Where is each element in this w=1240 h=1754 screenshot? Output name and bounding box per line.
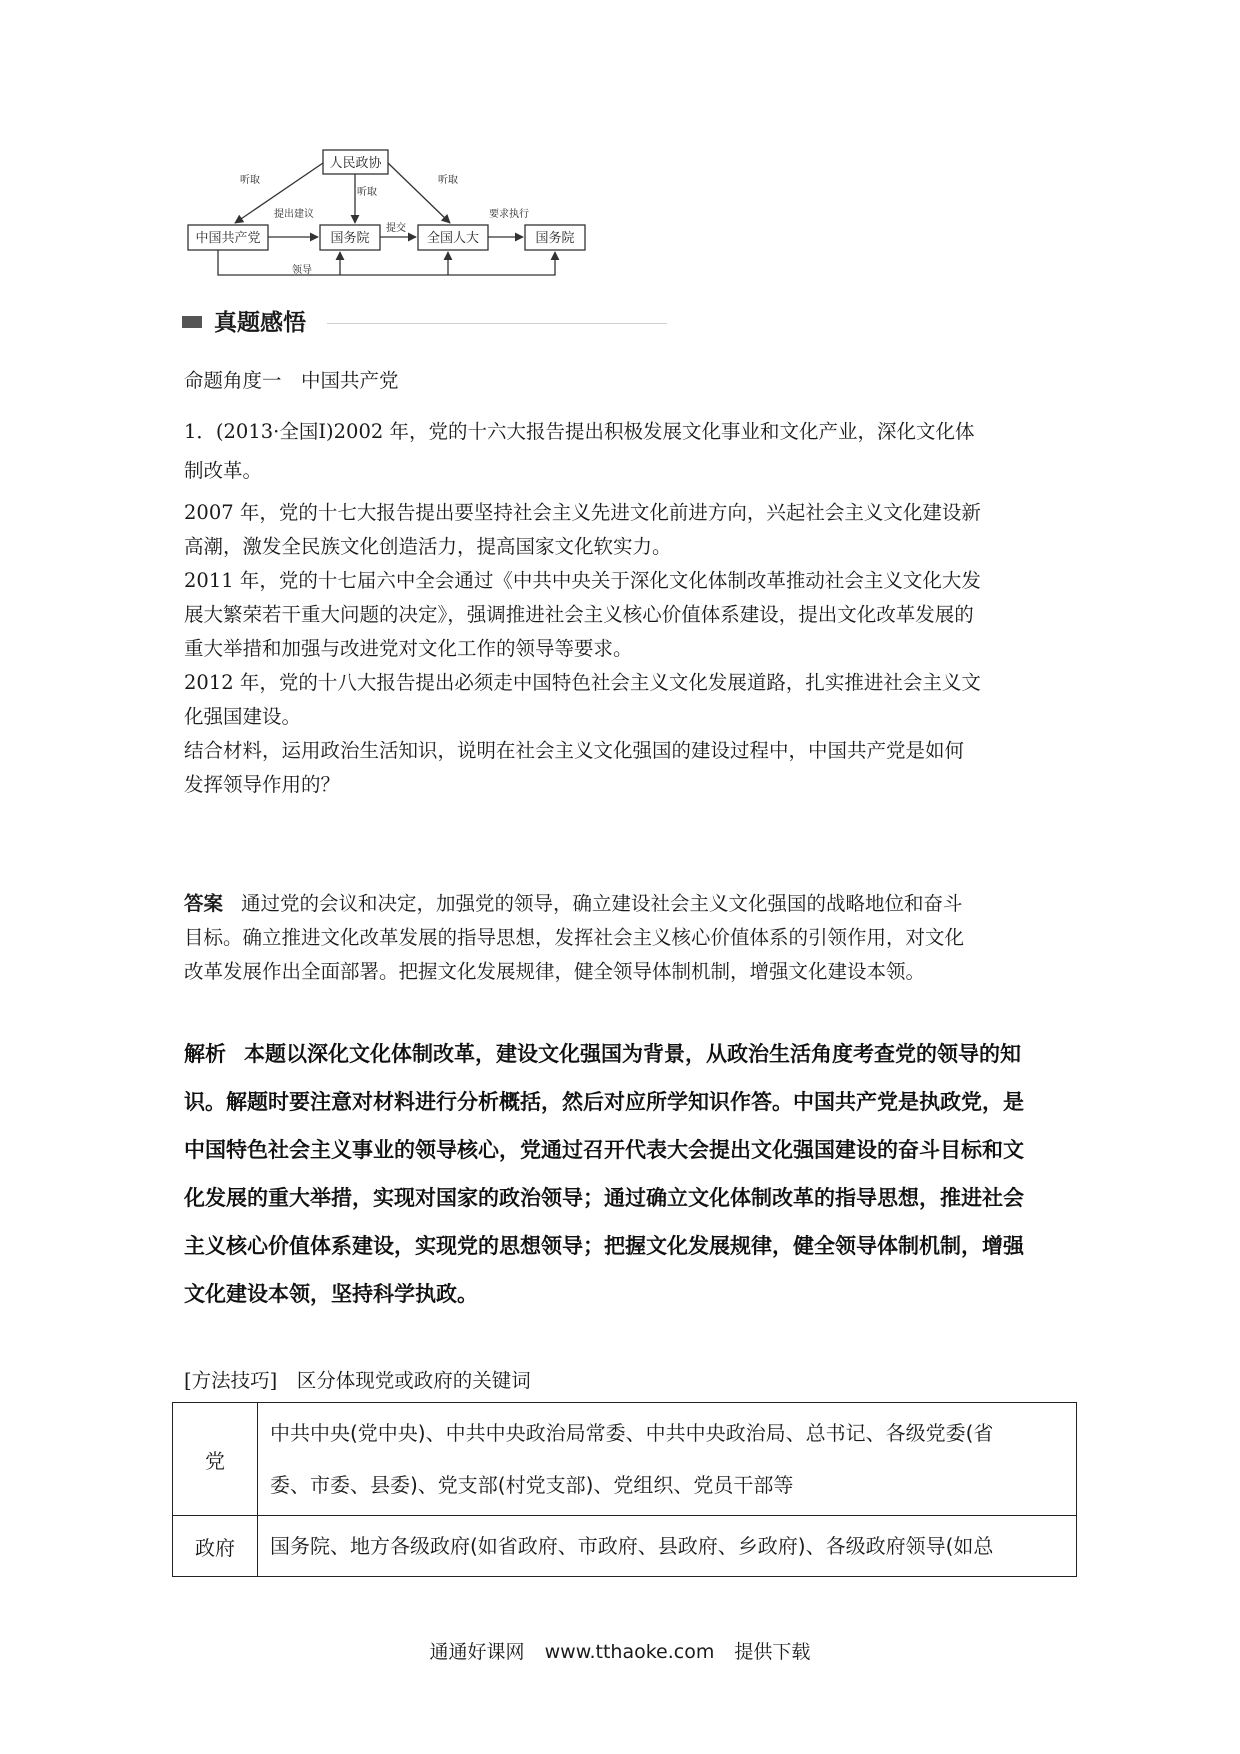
answer-line: 改革发展作出全面部署。把握文化发展规律，健全领导体制机制，增强文化建设本领。 <box>184 960 926 983</box>
footer-site: 通通好课网 <box>429 1641 525 1663</box>
section-heading <box>182 308 682 340</box>
question-angle: 命题角度一 中国共产党 <box>184 369 399 392</box>
node-guowuyuan: 国务院 <box>535 231 575 246</box>
question-body <box>184 412 1064 490</box>
political-structure-diagram <box>180 145 620 285</box>
answer-line: 目标。确立推进文化改革发展的指导思想，发挥社会主义核心价值体系的引领作用，对文化 <box>184 926 965 949</box>
table-row <box>173 1403 1077 1516</box>
method-tip: [方法技巧] 区分体现党或政府的关键词 <box>184 1369 531 1392</box>
analysis-block <box>184 1030 1064 1318</box>
footer-url[interactable]: www.tthaoke.com <box>544 1641 715 1663</box>
label-tichu-jianyi: 提出建议 <box>274 209 314 220</box>
label-tingqu-left: 听取 <box>240 175 260 186</box>
table-cell-government <box>258 1516 1077 1577</box>
label-lingdao: 领导 <box>292 265 312 276</box>
question-body-2 <box>184 496 1064 802</box>
question-line: 重大举措和加强与改进党对文化工作的领导等要求。 <box>184 637 633 660</box>
section-title: 真题感悟 <box>214 310 306 336</box>
question-line: 结合材料，运用政治生活知识，说明在社会主义文化强国的建设过程中，中国共产党是如何 <box>184 739 965 762</box>
analysis-line: 主义核心价值体系建设，实现党的思想领导；把握文化发展规律，健全领导体制机制，增强 <box>184 1234 1024 1258</box>
question-line: 制改革。 <box>184 459 263 482</box>
table-cell-line: 中共中央(党中央)、中共中央政治局常委、中共中央政治局、总书记、各级党委(省 <box>270 1421 994 1445</box>
node-renda: 全国人大 <box>426 231 480 246</box>
node-zhengxie: 人民政协 <box>329 156 382 171</box>
analysis-line: 文化建设本领，坚持科学执政。 <box>184 1282 478 1306</box>
table-head-party: 党 <box>173 1403 258 1516</box>
node-guowuyuan-committee: 国务院 <box>330 231 370 246</box>
answer-label: 答案 <box>184 892 224 915</box>
analysis-line: 中国特色社会主义事业的领导核心，党通过召开代表大会提出文化强国建设的奋斗目标和文 <box>184 1138 1024 1162</box>
label-tijiao: 提交 <box>386 223 406 234</box>
arrow-leadership-line <box>218 250 555 275</box>
analysis-line: 化发展的重大举措，实现对国家的政治领导；通过确立文化体制改革的指导思想，推进社会 <box>184 1186 1024 1210</box>
table-cell-party <box>258 1403 1077 1516</box>
label-tingqu-right: 听取 <box>438 175 458 186</box>
table-cell-line: 委、市委、县委)、党支部(村党支部)、党组织、党员干部等 <box>270 1473 794 1497</box>
section-marker <box>182 316 202 328</box>
arrow-zhengxie-to-renda <box>388 163 450 223</box>
table-row <box>173 1516 1077 1577</box>
footer-note: 提供下载 <box>734 1641 811 1663</box>
answer-block <box>184 887 1064 989</box>
analysis-line: 识。解题时要注意对材料进行分析概括，然后对应所学知识作答。中国共产党是执政党，是 <box>184 1090 1024 1114</box>
answer-line: 通过党的会议和决定，加强党的领导，确立建设社会主义文化强国的战略地位和奋斗 <box>241 892 963 915</box>
question-line: 1．(2013·全国Ⅰ)2002 年，党的十六大报告提出积极发展文化事业和文化产业，深化文化体 <box>184 420 975 443</box>
question-line: 2012 年，党的十八大报告提出必须走中国特色社会主义文化发展道路，扎实推进社会主义文 <box>184 671 981 694</box>
analysis-line: 本题以深化文化体制改革，建设文化强国为背景，从政治生活角度考查党的领导的知 <box>244 1042 1021 1066</box>
analysis-label: 解析 <box>184 1042 226 1066</box>
page-footer <box>0 1637 1240 1664</box>
question-line: 高潮，激发全民族文化创造活力，提高国家文化软实力。 <box>184 535 672 558</box>
table-cell-line: 国务院、地方各级政府(如省政府、市政府、县政府、乡政府)、各级政府领导(如总 <box>270 1534 994 1558</box>
question-line: 化强国建设。 <box>184 705 302 728</box>
keyword-table <box>172 1402 1077 1577</box>
question-line: 展大繁荣若干重大问题的决定》，强调推进社会主义核心价值体系建设，提出文化改革发展的 <box>184 603 974 626</box>
question-line: 2011 年，党的十七届六中全会通过《中共中央关于深化文化体制改革推动社会主义文化大发 <box>184 569 981 592</box>
label-yaoqiu-zhixing: 要求执行 <box>489 209 529 220</box>
question-line: 2007 年，党的十七大报告提出要坚持社会主义先进文化前进方向，兴起社会主义文化建设新 <box>184 501 981 524</box>
node-gongchandang: 中国共产党 <box>195 231 261 246</box>
question-line: 发挥领导作用的？ <box>184 773 341 796</box>
label-tingqu-mid: 听取 <box>357 187 377 198</box>
table-head-government: 政府 <box>173 1516 258 1577</box>
section-rule <box>327 323 667 324</box>
